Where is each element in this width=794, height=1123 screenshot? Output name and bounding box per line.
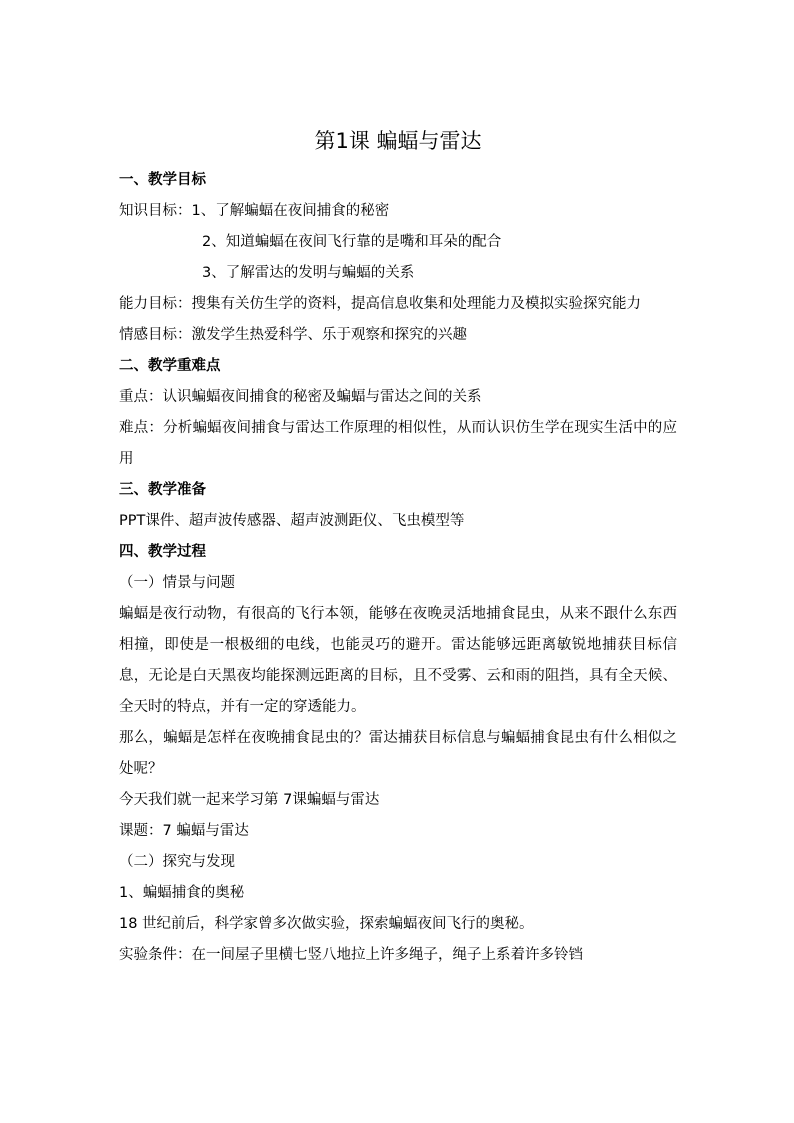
- document-body: [119, 125, 677, 971]
- key-point: 重点：认识蝙蝠夜间捕食的秘密及蝙蝠与雷达之间的关系: [119, 389, 482, 405]
- scene-paragraph-3: 今天我们就一起来学习第 7课蝙蝠与雷达: [119, 792, 380, 808]
- section-heading-key-points: 二、教学重难点: [119, 358, 221, 374]
- scene-paragraph-1: 蝙蝠是夜行动物，有很高的飞行本领，能够在夜晚灵活地捕食昆虫，从来不跟什么东西相撞，即使是一根极细的电线，也能灵巧的避开。雷达能够远距离敏锐地捕获目标信息，无论是白天黑夜均能探测远距离的目标，且不受雾、云和雨的阻挡，具有全天候、全天时的特点，并有一定的穿透能力。: [119, 606, 677, 715]
- emotion-goal: 情感目标：激发学生热爱科学、乐于观察和探究的兴趣: [119, 327, 467, 343]
- knowledge-goal-3: 3、了解雷达的发明与蝙蝠的关系: [202, 265, 415, 281]
- scene-paragraph-2: 那么，蝙蝠是怎样在夜晚捕食昆虫的？雷达捕获目标信息与蝙蝠捕食昆虫有什么相似之处呢？: [119, 730, 677, 777]
- section-heading-process: 四、教学过程: [119, 544, 206, 560]
- difficulty-point: 难点：分析蝙蝠夜间捕食与雷达工作原理的相似性，从而认识仿生学在现实生活中的应用: [119, 420, 677, 467]
- knowledge-goal-1: 知识目标：1、了解蝙蝠在夜间捕食的秘密: [119, 203, 390, 219]
- knowledge-goal-2: 2、知道蝙蝠在夜间飞行靠的是嘴和耳朵的配合: [202, 234, 502, 250]
- subsection-heading-scene: （一）情景与问题: [119, 575, 235, 591]
- subsection-heading-explore: （二）探究与发现: [119, 854, 235, 870]
- lesson-topic: 课题：7 蝙蝠与雷达: [119, 823, 249, 839]
- document-title: 第1课 蝙蝠与雷达: [314, 129, 482, 153]
- explore-paragraph-1: 18 世纪前后，科学家曾多次做实验，探索蝙蝠夜间飞行的奥秘。: [119, 916, 534, 932]
- preparation-list: PPT课件、超声波传感器、超声波测距仪、飞虫模型等: [119, 513, 465, 529]
- section-heading-preparation: 三、教学准备: [119, 482, 206, 498]
- section-heading-goals: 一、教学目标: [119, 172, 206, 188]
- ability-goal: 能力目标：搜集有关仿生学的资料，提高信息收集和处理能力及模拟实验探究能力: [119, 296, 641, 312]
- explore-paragraph-2: 实验条件：在一间屋子里横七竖八地拉上许多绳子，绳子上系着许多铃铛: [119, 947, 583, 963]
- explore-item-1: 1、蝙蝠捕食的奥秘: [119, 885, 245, 901]
